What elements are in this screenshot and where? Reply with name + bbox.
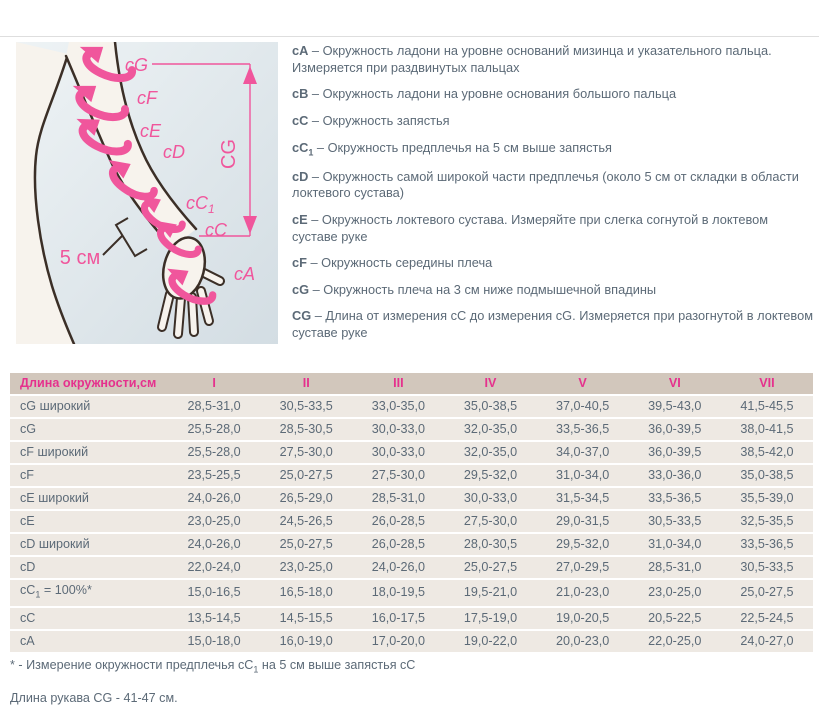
size-value-cell: 23,0-25,0 [629, 580, 721, 606]
size-value-cell: 30,0-33,0 [352, 442, 444, 463]
measurement-code: cE [292, 211, 308, 227]
row-label: cF [10, 465, 168, 486]
size-column-header: II [260, 373, 352, 394]
measurement-code: cF [292, 255, 307, 271]
size-value-cell: 37,0-40,5 [537, 396, 629, 417]
size-value-cell: 24,0-26,0 [168, 534, 260, 555]
measurement-code: cG [292, 281, 310, 297]
size-value-cell: 18,0-19,5 [352, 580, 444, 606]
measurement-description: CG – Длина от измерения cC до измерения cG. Измеряется при разогнутой в локтевом суставе руке [292, 308, 813, 341]
size-value-cell: 23,0-25,0 [260, 557, 352, 578]
size-value-cell: 24,0-26,0 [352, 557, 444, 578]
size-value-cell: 24,0-26,0 [168, 488, 260, 509]
size-column-header: IV [444, 373, 536, 394]
size-value-cell: 22,0-24,0 [168, 557, 260, 578]
size-column-header: VII [721, 373, 813, 394]
measurement-code: cB [292, 86, 309, 102]
five-cm-label: 5 см [59, 247, 101, 269]
ring-label: cC [205, 220, 227, 240]
measurement-description: cE – Окружность локтевого сустава. Измеряйте при слегка согнутой в локтевом суставе руке [292, 211, 769, 244]
row-label: cD [10, 557, 168, 578]
size-value-cell: 31,5-34,5 [537, 488, 629, 509]
size-value-cell: 33,0-36,0 [629, 465, 721, 486]
size-value-cell: 19,0-20,5 [537, 608, 629, 629]
measurement-code: $cC_1$ [292, 139, 314, 158]
measurement-code: cA [292, 43, 309, 58]
size-value-cell: 24,5-26,5 [260, 511, 352, 532]
size-value-cell: 21,0-23,0 [537, 580, 629, 606]
measurement-code: CG [292, 308, 312, 324]
size-value-cell: 33,5-36,5 [629, 488, 721, 509]
size-value-cell: 39,5-43,0 [629, 396, 721, 417]
table-row [10, 488, 813, 509]
row-label: cC [10, 608, 168, 629]
measurement-description: $cC_1$ – Окружность предплечья на 5 см выше запястья [292, 139, 612, 158]
size-value-cell: 26,0-28,5 [352, 511, 444, 532]
footnotes [10, 658, 415, 716]
size-value-cell: 32,0-35,0 [444, 419, 536, 440]
size-value-cell: 27,0-29,5 [537, 557, 629, 578]
table-corner-header: Длина окружности,см [10, 373, 168, 394]
size-column-header: V [537, 373, 629, 394]
size-value-cell: 15,0-18,0 [168, 631, 260, 652]
row-label: cE широкий [10, 488, 168, 509]
size-value-cell: 29,5-32,0 [444, 465, 536, 486]
row-label: cF широкий [10, 442, 168, 463]
size-value-cell: 22,5-24,5 [721, 608, 813, 629]
size-value-cell: 28,5-31,0 [168, 396, 260, 417]
row-label: cG [10, 419, 168, 440]
size-value-cell: 23,5-25,5 [168, 465, 260, 486]
size-value-cell: 31,0-34,0 [537, 465, 629, 486]
size-value-cell: 16,0-17,5 [352, 608, 444, 629]
row-label: cA [10, 631, 168, 652]
measurement-description: cF – Окружность середины плеча [292, 255, 493, 271]
table-row [10, 580, 813, 606]
header-row [10, 373, 813, 394]
size-value-cell: 31,0-34,0 [629, 534, 721, 555]
size-value-cell: 25,5-28,0 [168, 442, 260, 463]
top-divider [0, 36, 819, 37]
table-row [10, 419, 813, 440]
size-value-cell: 27,5-30,0 [444, 511, 536, 532]
size-value-cell: 17,0-20,0 [352, 631, 444, 652]
size-value-cell: 25,0-27,5 [721, 580, 813, 606]
size-value-cell: 19,0-22,0 [444, 631, 536, 652]
table-row [10, 631, 813, 652]
size-value-cell: 26,0-28,5 [352, 534, 444, 555]
size-value-cell: 33,5-36,5 [537, 419, 629, 440]
arm-measurement-diagram [16, 42, 278, 344]
size-value-cell: 19,5-21,0 [444, 580, 536, 606]
measurement-description: cA – Окружность ладони на уровне оснований мизинца и указательного пальца. Измеряется при раздвинутых пальцах [292, 43, 772, 75]
asterisk-footnote: * - Измерение окружности предплечья $cC_1$ на 5 см выше запястья cC [10, 658, 416, 675]
size-value-cell: 17,5-19,0 [444, 608, 536, 629]
size-value-cell: 29,5-32,0 [537, 534, 629, 555]
size-value-cell: 28,5-31,0 [352, 488, 444, 509]
size-value-cell: 23,0-25,0 [168, 511, 260, 532]
table-row [10, 608, 813, 629]
size-value-cell: 27,5-30,0 [260, 442, 352, 463]
size-value-cell: 32,0-35,0 [444, 442, 536, 463]
size-value-cell: 30,0-33,0 [352, 419, 444, 440]
size-value-cell: 35,0-38,5 [444, 396, 536, 417]
measurement-code: cC [292, 112, 309, 128]
ring-label: cE [140, 121, 162, 141]
ring-label: cD [163, 142, 185, 162]
size-value-cell: 34,0-37,0 [537, 442, 629, 463]
size-table-header [10, 373, 813, 394]
size-value-cell: 33,5-36,5 [721, 534, 813, 555]
size-value-cell: 14,5-15,5 [260, 608, 352, 629]
size-value-cell: 27,5-30,0 [352, 465, 444, 486]
size-value-cell: 36,0-39,5 [629, 442, 721, 463]
size-value-cell: 16,0-19,0 [260, 631, 352, 652]
size-value-cell: 35,5-39,0 [721, 488, 813, 509]
size-column-header: I [168, 373, 260, 394]
row-label: cG широкий [10, 396, 168, 417]
measurement-definitions [292, 42, 814, 352]
measurement-description: cG – Окружность плеча на 3 см ниже подмышечной впадины [292, 281, 657, 297]
size-value-cell: 15,0-16,5 [168, 580, 260, 606]
size-value-cell: 24,0-27,0 [721, 631, 813, 652]
measurement-description: cC – Окружность запястья [292, 112, 450, 128]
size-value-cell: 28,5-31,0 [629, 557, 721, 578]
size-value-cell: 29,0-31,5 [537, 511, 629, 532]
size-table-body [10, 396, 813, 652]
size-value-cell: 41,5-45,5 [721, 396, 813, 417]
size-value-cell: 20,0-23,0 [537, 631, 629, 652]
size-value-cell: 28,0-30,5 [444, 534, 536, 555]
measurement-description: cB – Окружность ладони на уровне основания большого пальца [292, 86, 677, 102]
size-value-cell: 32,5-35,5 [721, 511, 813, 532]
size-value-cell: 30,5-33,5 [629, 511, 721, 532]
size-column-header: III [352, 373, 444, 394]
table-row [10, 442, 813, 463]
size-table [10, 371, 813, 654]
sleeve-length-footnote: Длина рукава CG - 41-47 см. [10, 690, 178, 705]
size-value-cell: 38,5-42,0 [721, 442, 813, 463]
ring-label: cA [234, 264, 256, 284]
row-label: $cC_1 = 100\%*$ [10, 580, 168, 606]
table-row [10, 396, 813, 417]
table-row [10, 465, 813, 486]
size-value-cell: 13,5-14,5 [168, 608, 260, 629]
measurement-code: cD [292, 168, 309, 184]
cg-length-label: CG [218, 139, 240, 169]
size-value-cell: 30,5-33,5 [721, 557, 813, 578]
table-row [10, 511, 813, 532]
size-value-cell: 25,0-27,5 [260, 465, 352, 486]
size-value-cell: 25,5-28,0 [168, 419, 260, 440]
ring-label: cF [137, 88, 157, 108]
size-value-cell: 38,0-41,5 [721, 419, 813, 440]
size-value-cell: 35,0-38,5 [721, 465, 813, 486]
row-label: cD широкий [10, 534, 168, 555]
row-label: cE [10, 511, 168, 532]
table-row [10, 557, 813, 578]
size-value-cell: 16,5-18,0 [260, 580, 352, 606]
size-value-cell: 28,5-30,5 [260, 419, 352, 440]
size-value-cell: 36,0-39,5 [629, 419, 721, 440]
size-value-cell: 33,0-35,0 [352, 396, 444, 417]
size-value-cell: 26,5-29,0 [260, 488, 352, 509]
measurement-description: cD – Окружность самой широкой части предплечья (около 5 см от складки в области локтевого сустава) [292, 168, 799, 201]
size-value-cell: 30,5-33,5 [260, 396, 352, 417]
ring-label: cG [125, 55, 149, 75]
ring-label: $cC_1$ [186, 193, 215, 216]
size-value-cell: 22,0-25,0 [629, 631, 721, 652]
size-value-cell: 30,0-33,0 [444, 488, 536, 509]
table-row [10, 534, 813, 555]
top-section [16, 42, 814, 352]
size-column-header: VI [629, 373, 721, 394]
size-value-cell: 25,0-27,5 [444, 557, 536, 578]
size-value-cell: 25,0-27,5 [260, 534, 352, 555]
size-value-cell: 20,5-22,5 [629, 608, 721, 629]
